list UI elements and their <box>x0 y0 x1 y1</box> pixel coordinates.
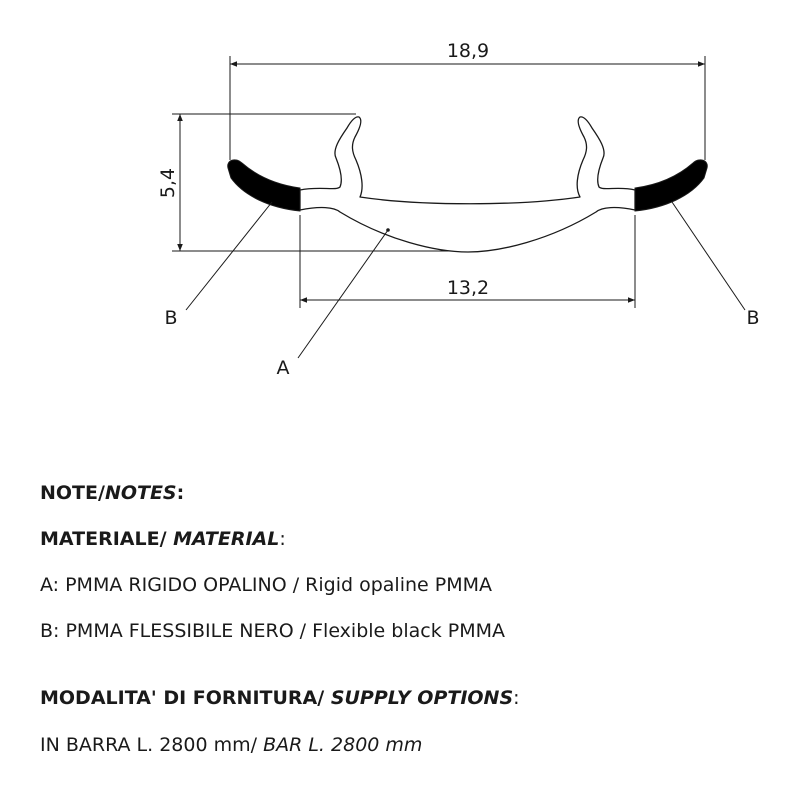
notes-heading-label: NOTE/ <box>40 482 105 504</box>
callout-left-b: B <box>164 307 178 329</box>
leader-line-right-b <box>672 202 745 310</box>
material-heading-label-en: MATERIAL <box>173 528 280 550</box>
supply-value-en: BAR L. 2800 mm <box>263 734 423 756</box>
dimension-inner-width: 13,2 <box>446 277 490 299</box>
callout-a: A <box>276 357 290 379</box>
notes-heading-label-en: NOTES <box>104 482 177 504</box>
flexible-lip-right <box>635 160 707 211</box>
leader-dot-a <box>386 228 390 232</box>
supply-heading-suffix: : <box>513 687 520 709</box>
callout-right-b: B <box>746 307 760 329</box>
material-heading-label: MATERIALE/ <box>40 528 174 550</box>
notes-heading-suffix: : <box>176 482 185 504</box>
supply-value <box>40 734 422 756</box>
material-heading-suffix: : <box>279 528 286 550</box>
leader-line-left-b <box>186 202 272 310</box>
material-heading <box>40 528 286 550</box>
material-b-text: B: PMMA FLESSIBILE NERO / Flexible black PMMA <box>40 620 505 642</box>
supply-heading-label-en: SUPPLY OPTIONS <box>330 687 514 709</box>
notes-heading <box>40 482 184 504</box>
supply-value-it: IN BARRA L. 2800 mm/ <box>40 734 264 756</box>
supply-heading <box>40 687 520 709</box>
dimension-overall-width: 18,9 <box>446 40 490 62</box>
material-a-text: A: PMMA RIGIDO OPALINO / Rigid opaline PMMA <box>40 574 492 596</box>
dimension-height: 5,4 <box>157 167 179 199</box>
supply-heading-label: MODALITA' DI FORNITURA/ <box>40 687 331 709</box>
rigid-profile-body <box>300 117 635 252</box>
flexible-lip-left <box>228 160 300 211</box>
leader-line-a <box>298 230 388 358</box>
